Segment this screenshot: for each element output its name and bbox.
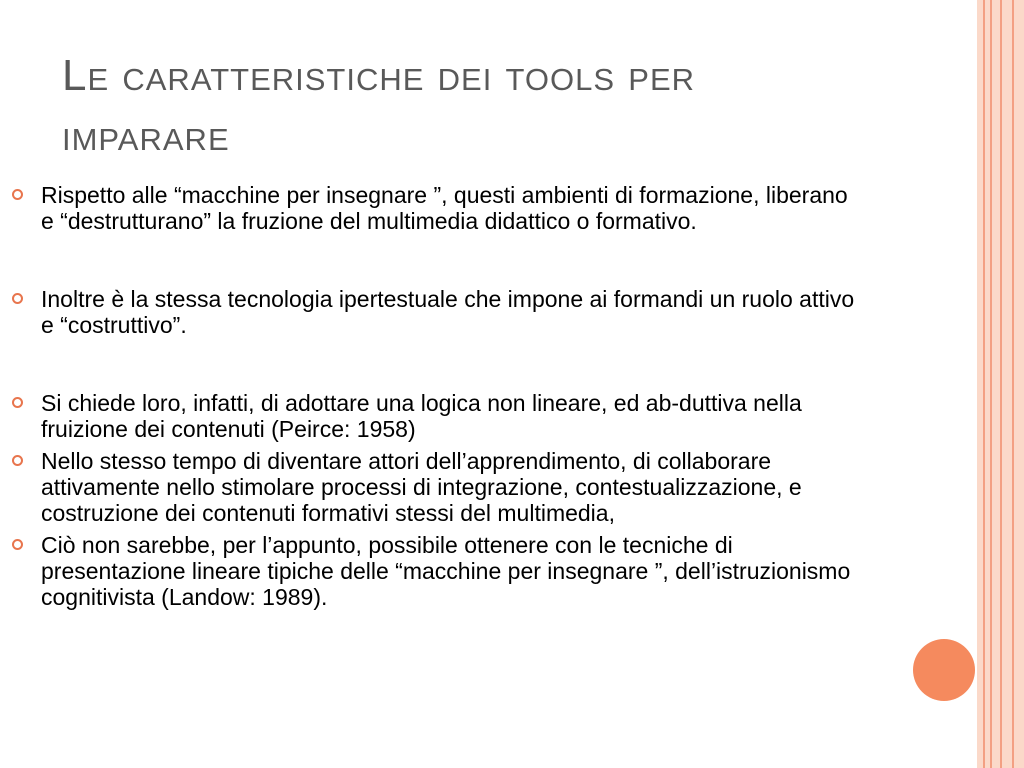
- bullet-item: [12, 532, 862, 610]
- bullet-text: Inoltre è la stessa tecnologia ipertestuale che impone ai formandi un ruolo attivo e “costruttivo”.: [41, 286, 855, 338]
- ring-bullet-icon: [12, 293, 23, 304]
- decor-orange-circle: [913, 639, 975, 701]
- ring-bullet-icon: [12, 455, 23, 466]
- ring-bullet-icon: [12, 397, 23, 408]
- ring-bullet-icon: [12, 539, 23, 550]
- bullet-text: Rispetto alle “macchine per insegnare ”, questi ambienti di formazione, liberano e “destrutturano” la fruzione del multimedia didattico o formativo.: [41, 182, 848, 234]
- decor-stripe-7: [1002, 0, 1012, 768]
- slide-title: Le caratteristiche dei tools per imparare: [62, 51, 696, 160]
- bullet-item: [12, 390, 862, 442]
- ring-bullet-icon: [12, 189, 23, 200]
- bullet-item: [12, 182, 862, 234]
- bullet-text: Ciò non sarebbe, per l’appunto, possibile ottenere con le tecniche di presentazione lineare tipiche delle “macchine per insegnare ”, dell’istruzionismo cognitivista (Landow: 1989).: [41, 532, 851, 610]
- bullet-text: Nello stesso tempo di diventare attori dell’apprendimento, di collaborare attivamente nello stimolare processi di integrazione, contestualizzazione, e costruzione dei contenuti formativi stessi del multimedia,: [41, 448, 802, 526]
- bullet-item: [12, 286, 862, 338]
- decor-stripe-9: [1014, 0, 1024, 768]
- decor-stripe-5: [992, 0, 1000, 768]
- bullet-text: Si chiede loro, infatti, di adottare una logica non lineare, ed ab-duttiva nella fruizione dei contenuti (Peirce: 1958): [41, 390, 802, 442]
- bullet-list: [12, 182, 862, 610]
- bullet-item: [12, 448, 862, 526]
